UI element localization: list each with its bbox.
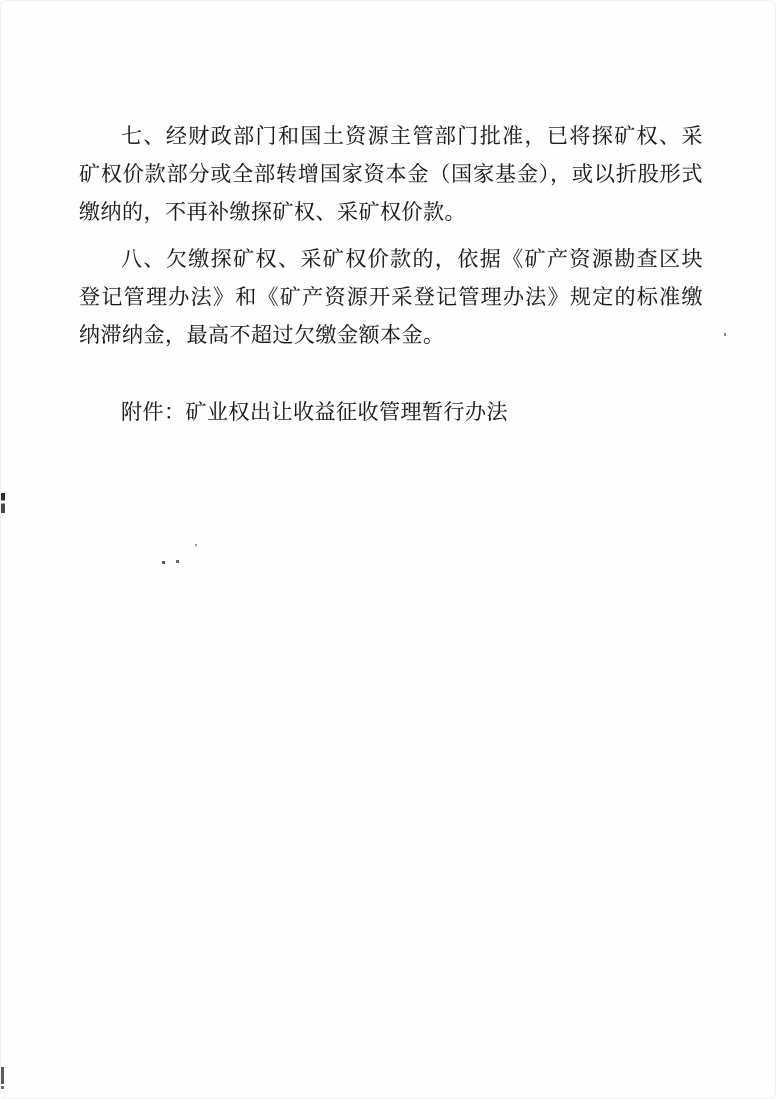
document-body	[79, 117, 703, 431]
scan-edge-mark-upper	[1, 493, 5, 513]
scan-speck	[195, 544, 197, 546]
scan-speck	[724, 333, 726, 336]
attachment-line: 附件：矿业权出让收益征收管理暂行办法	[121, 400, 508, 424]
scan-speck	[162, 561, 165, 564]
scan-speck	[176, 560, 179, 563]
scan-edge-mark-lower	[1, 1067, 4, 1089]
clause-8-line-1: 八、欠缴探矿权、采矿权价款的，依据《矿产资源勘查区块	[121, 247, 703, 271]
paragraph-clause-7	[79, 117, 703, 231]
clause-7-line-3: 缴纳的，不再补缴探矿权、采矿权价款。	[79, 200, 466, 224]
clause-7-line-2: 矿权价款部分或全部转增国家资本金（国家基金），或以折股形式	[79, 162, 703, 186]
paragraph-clause-8	[79, 240, 703, 354]
clause-7-line-1: 七、经财政部门和国土资源主管部门批准，已将探矿权、采	[121, 124, 703, 148]
clause-8-line-3: 纳滞纳金，最高不超过欠缴金额本金。	[79, 323, 445, 347]
clause-8-line-2: 登记管理办法》和《矿产资源开采登记管理办法》规定的标准缴	[79, 285, 703, 309]
